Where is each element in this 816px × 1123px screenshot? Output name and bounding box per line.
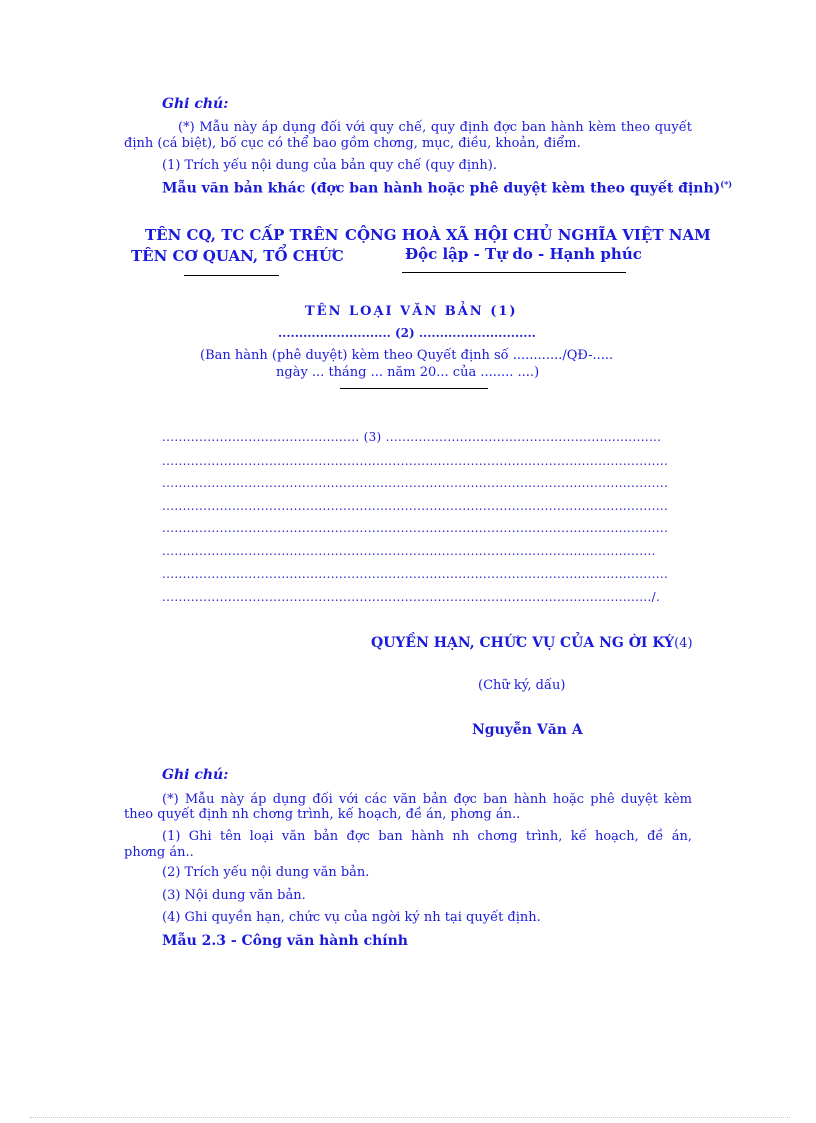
note-line: theo quyết định nh chơng trình, kế hoạch, đề án, phơng án.. bbox=[124, 807, 521, 822]
title-underline bbox=[340, 388, 488, 389]
body-line: ........................................................................................................................... bbox=[162, 521, 669, 535]
national-title: CỘNG HOÀ XÃ HỘI CHỦ NGHĨA VIỆT NAM bbox=[345, 226, 711, 244]
page-footer-divider bbox=[30, 1117, 790, 1118]
note-line: (3) Nội dung văn bản. bbox=[162, 888, 306, 903]
note-line: (2) Trích yếu nội dung văn bản. bbox=[162, 865, 370, 880]
note-title: Ghi chú: bbox=[162, 96, 229, 112]
body-line: ........................................................................................................................... bbox=[162, 476, 669, 490]
national-motto: Độc lập - Tự do - Hạnh phúc bbox=[405, 245, 642, 263]
note-line: (1) Ghi tên loại văn bản đợc ban hành nh chơng trình, kế hoạch, đề án, bbox=[162, 829, 692, 844]
agency-superior: TÊN CQ, TC CẤP TRÊN bbox=[145, 226, 339, 244]
note-title: Ghi chú: bbox=[162, 767, 229, 783]
body-line: ........................................................................................................................ bbox=[162, 544, 656, 558]
doc-subject: ........................... (2) ............................ bbox=[278, 326, 536, 340]
note-line: (*) Mẫu này áp dụng đối với quy chế, quy định đợc ban hành kèm theo quyết bbox=[178, 120, 692, 135]
signer-authority-text: QUYỀN HẠN, CHỨC VỤ CỦA NG ỜI KÝ bbox=[371, 635, 675, 651]
body-line: ......................................................................................................................./. bbox=[162, 590, 661, 604]
agency-name: TÊN CƠ QUAN, TỔ CHỨC bbox=[131, 247, 344, 265]
form-heading-sup: (*) bbox=[720, 179, 733, 189]
note-line: (*) Mẫu này áp dụng đối với các văn bản đợc ban hành hoặc phê duyệt kèm bbox=[162, 792, 692, 807]
form-heading-text: Mẫu văn bản khác (đợc ban hành hoặc phê duyệt kèm theo quyết định) bbox=[162, 180, 721, 197]
signer-name: Nguyễn Văn A bbox=[472, 722, 583, 738]
sign-seal-note: (Chữ ký, dấu) bbox=[478, 678, 566, 693]
doc-type-title: TÊN LOẠI VĂN BẢN (1) bbox=[305, 304, 518, 319]
body-line: ................................................ (3) ................................................................... bbox=[162, 430, 662, 444]
next-form-heading: Mẫu 2.3 - Công văn hành chính bbox=[162, 933, 408, 949]
note-line: (1) Trích yếu nội dung của bản quy chế (quy định). bbox=[162, 158, 497, 173]
body-line: ........................................................................................................................... bbox=[162, 567, 669, 581]
issued-date-line: ngày ... tháng ... năm 20... của ........ ....) bbox=[276, 365, 540, 380]
signer-authority-note: (4) bbox=[674, 636, 693, 651]
issued-by-line: (Ban hành (phê duyệt) kèm theo Quyết định số ............/QĐ-..... bbox=[200, 348, 614, 363]
note-line: (4) Ghi quyền hạn, chức vụ của ngời ký nh tại quyết định. bbox=[162, 910, 541, 925]
note-line: phơng án.. bbox=[124, 845, 194, 860]
note-line: định (cá biệt), bố cục có thể bao gồm chơng, mục, điều, khoản, điểm. bbox=[124, 136, 581, 151]
body-line: ........................................................................................................................... bbox=[162, 454, 669, 468]
agency-underline bbox=[184, 275, 279, 276]
form-heading bbox=[162, 179, 732, 197]
body-line: ........................................................................................................................... bbox=[162, 499, 669, 513]
signer-authority bbox=[371, 635, 693, 651]
motto-underline bbox=[402, 272, 626, 273]
